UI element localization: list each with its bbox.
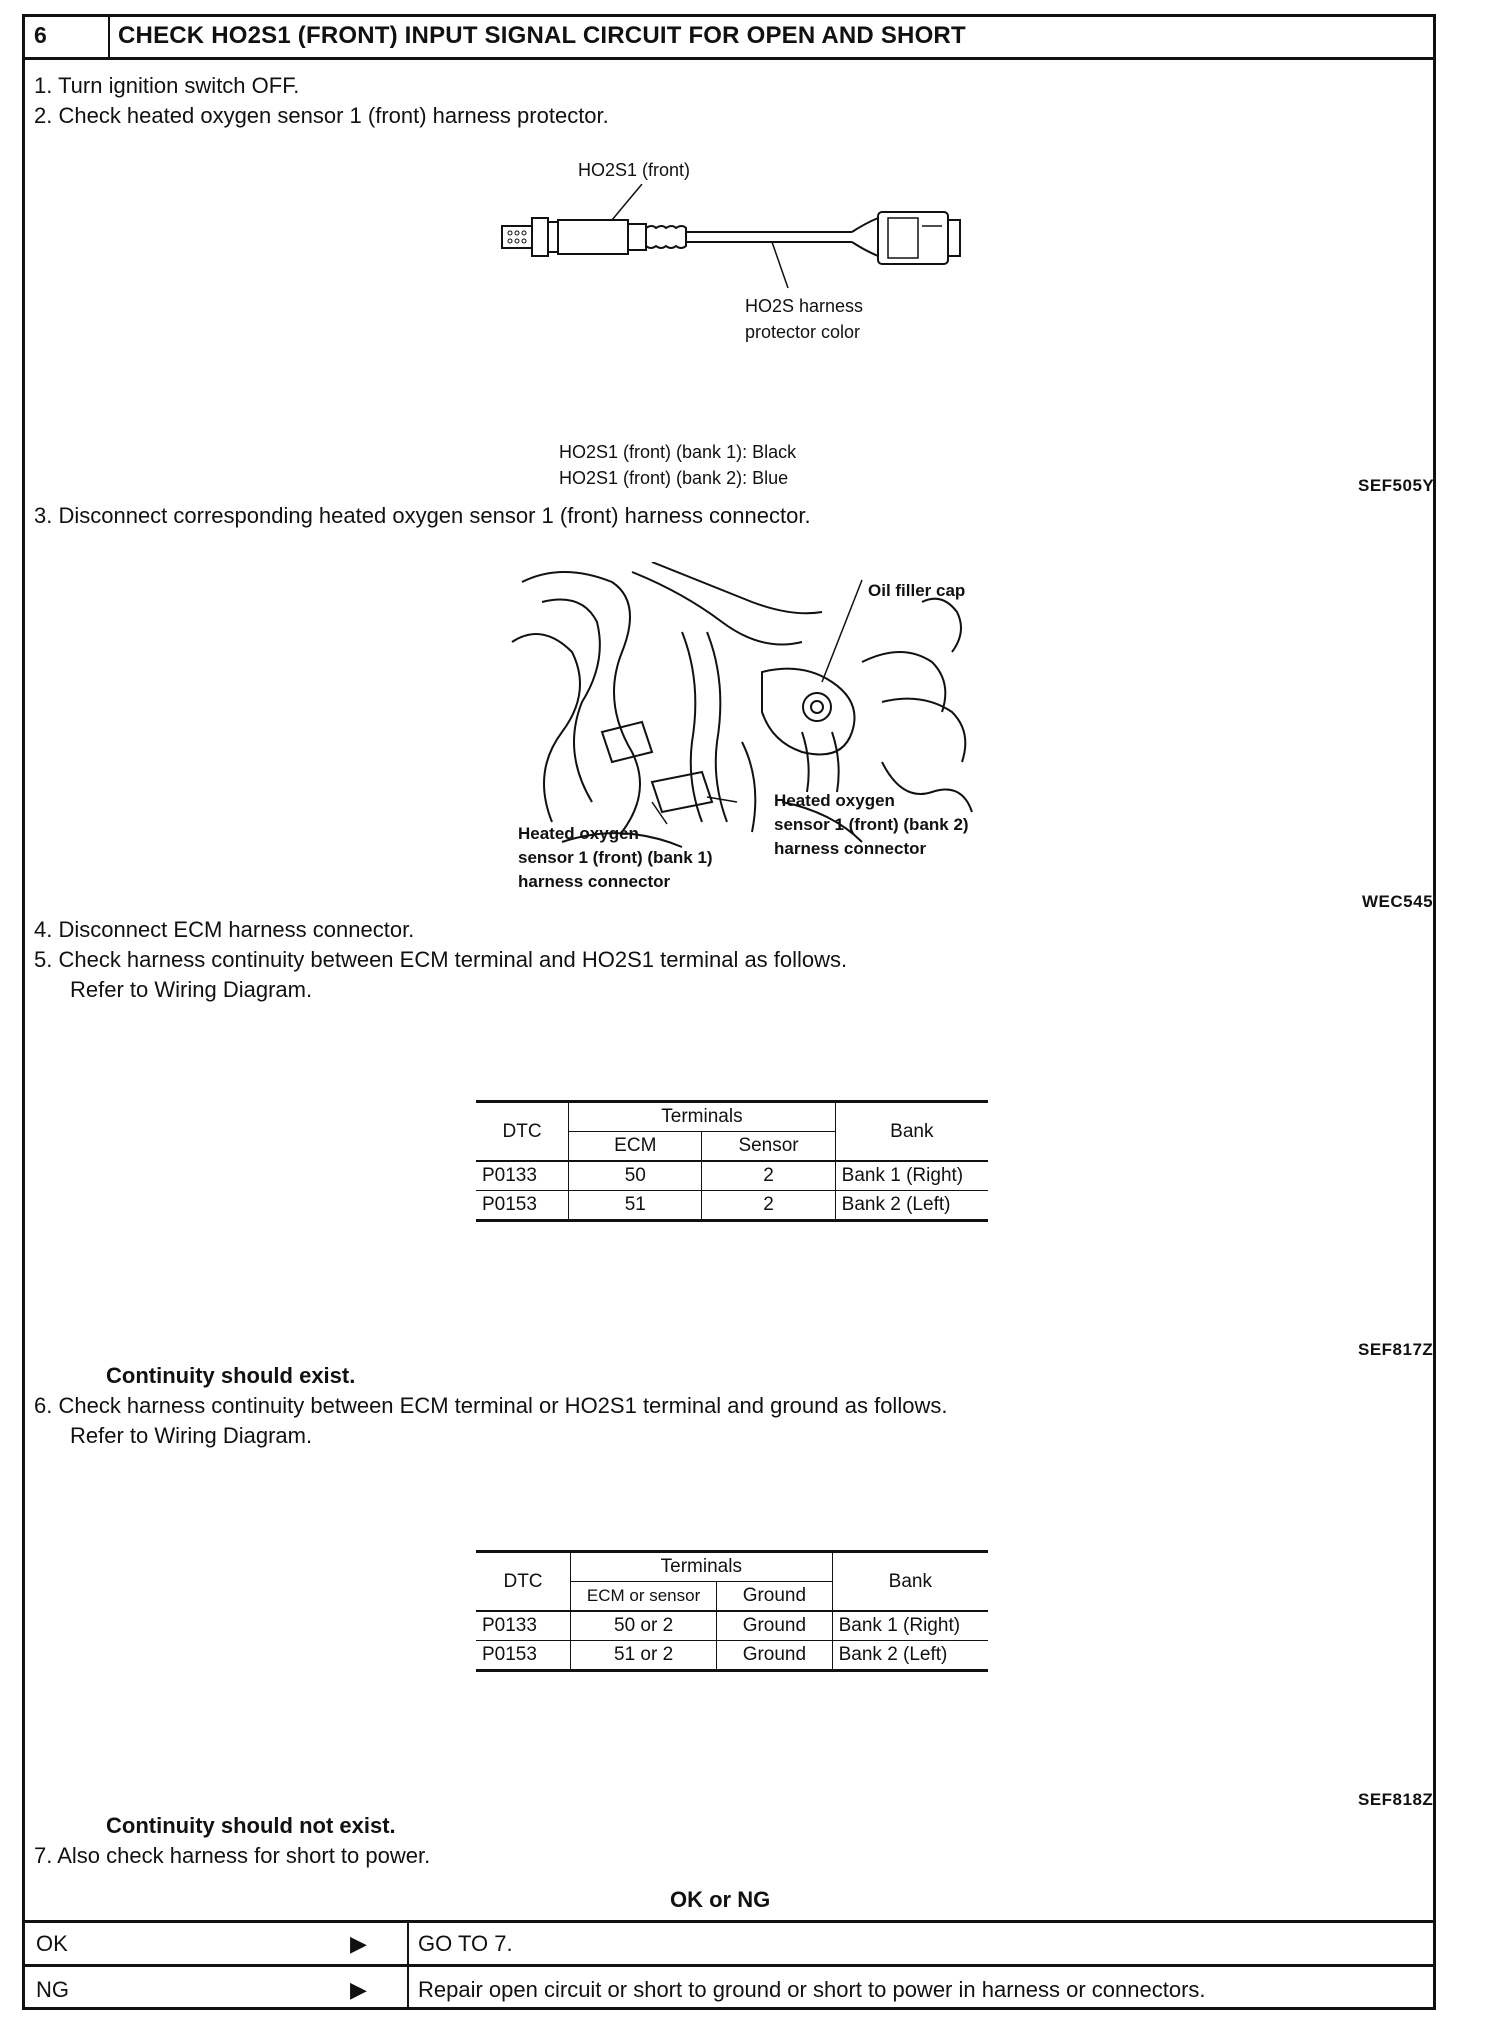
step-6-result: Continuity should not exist. [106, 1813, 396, 1838]
manual-page [22, 14, 1440, 2018]
bank2-connector-label-1: Heated oxygen [774, 791, 895, 810]
step-5: 5. Check harness continuity between ECM terminal and HO2S1 terminal as follows. [34, 947, 848, 972]
t2-header-bank: Bank [832, 1552, 988, 1612]
fig1-color-label-1: HO2S harness [745, 296, 864, 316]
step-5-result: Continuity should exist. [106, 1363, 356, 1388]
fig1-color-label-2: protector color [745, 322, 861, 342]
t1-row1-ecm: 50 [569, 1161, 702, 1191]
fig1-ref: SEF505Y [1358, 476, 1435, 495]
t2-row1-ecm: 50 or 2 [571, 1611, 717, 1641]
t1-row2-ecm: 51 [569, 1191, 702, 1221]
step-header [22, 14, 1436, 60]
step-1: 1. Turn ignition switch OFF. [34, 73, 300, 98]
result-row-ok [22, 1920, 1436, 1964]
fig1-sensor-label: HO2S1 (front) [578, 160, 691, 180]
t1-header-ecm: ECM [569, 1132, 702, 1162]
t1-header-sensor: Sensor [702, 1132, 835, 1162]
t2-row2-dtc: P0153 [476, 1641, 571, 1671]
bank1-connector-label-3: harness connector [518, 872, 671, 891]
t2-row2-bank: Bank 2 (Left) [832, 1641, 988, 1671]
ng-action: Repair open circuit or short to ground or short to power in harness or connectors. [418, 1977, 1206, 2002]
fig1-bank2-color: HO2S1 (front) (bank 2): Blue [559, 468, 789, 488]
t2-header-terminals: Terminals [571, 1552, 833, 1582]
t2-row1-dtc: P0133 [476, 1611, 571, 1641]
t2-row2-ecm: 51 or 2 [571, 1641, 717, 1671]
step-3: 3. Disconnect corresponding heated oxygen sensor 1 (front) harness connector. [34, 503, 811, 528]
t1-header-bank: Bank [835, 1102, 988, 1162]
step-7: 7. Also check harness for short to power. [34, 1843, 431, 1868]
continuity-table-ground [476, 1550, 988, 1672]
bank1-connector-label-2: sensor 1 (front) (bank 1) [518, 848, 713, 867]
bank2-connector-label-3: harness connector [774, 839, 927, 858]
step-number: 6 [22, 14, 110, 57]
ok-arrow-icon: ▶ [350, 1931, 367, 1956]
step-4: 4. Disconnect ECM harness connector. [34, 917, 415, 942]
t1-row1-sensor: 2 [702, 1161, 835, 1191]
t1-row2-dtc: P0153 [476, 1191, 569, 1221]
t1-header-dtc: DTC [476, 1102, 569, 1162]
fig1-bank1-color: HO2S1 (front) (bank 1): Black [559, 442, 797, 462]
table2-ref: SEF818Z [1358, 1790, 1434, 1809]
fig2-ref: WEC545 [1362, 892, 1434, 911]
step-6-refer: Refer to Wiring Diagram. [70, 1423, 313, 1448]
ng-arrow-icon: ▶ [350, 1977, 367, 2002]
ok-separator [407, 1923, 409, 1967]
ok-or-ng-heading: OK or NG [670, 1887, 771, 1912]
t2-row2-ground: Ground [717, 1641, 832, 1671]
t1-row1-bank: Bank 1 (Right) [835, 1161, 988, 1191]
step-5-refer: Refer to Wiring Diagram. [70, 977, 313, 1002]
t1-row2-sensor: 2 [702, 1191, 835, 1221]
table1-ref: SEF817Z [1358, 1340, 1434, 1359]
continuity-table-ecm-sensor [476, 1100, 988, 1222]
ok-label: OK [36, 1931, 68, 1956]
step-title: CHECK HO2S1 (FRONT) INPUT SIGNAL CIRCUIT FOR OPEN AND SHORT [118, 22, 966, 49]
t1-row1-dtc: P0133 [476, 1161, 569, 1191]
page-frame [22, 14, 1436, 2010]
bank2-connector-label-2: sensor 1 (front) (bank 2) [774, 815, 969, 834]
t2-header-dtc: DTC [476, 1552, 571, 1612]
t1-header-terminals: Terminals [569, 1102, 836, 1132]
t2-header-ground: Ground [717, 1582, 832, 1612]
ho2s1-sensor-figure [492, 184, 982, 294]
t1-row2-bank: Bank 2 (Left) [835, 1191, 988, 1221]
ng-label: NG [36, 1977, 69, 2002]
t2-row1-bank: Bank 1 (Right) [832, 1611, 988, 1641]
ok-action: GO TO 7. [418, 1931, 513, 1956]
oil-filler-cap-label: Oil filler cap [868, 581, 966, 600]
bank1-connector-label-1: Heated oxygen [518, 824, 639, 843]
t2-header-ecm-or-sensor: ECM or sensor [571, 1582, 717, 1612]
step-2: 2. Check heated oxygen sensor 1 (front) harness protector. [34, 103, 609, 128]
t2-row1-ground: Ground [717, 1611, 832, 1641]
result-row-ng [22, 1964, 1436, 2010]
ng-separator [407, 1967, 409, 2010]
step-6: 6. Check harness continuity between ECM terminal or HO2S1 terminal and ground as follows. [34, 1393, 948, 1418]
